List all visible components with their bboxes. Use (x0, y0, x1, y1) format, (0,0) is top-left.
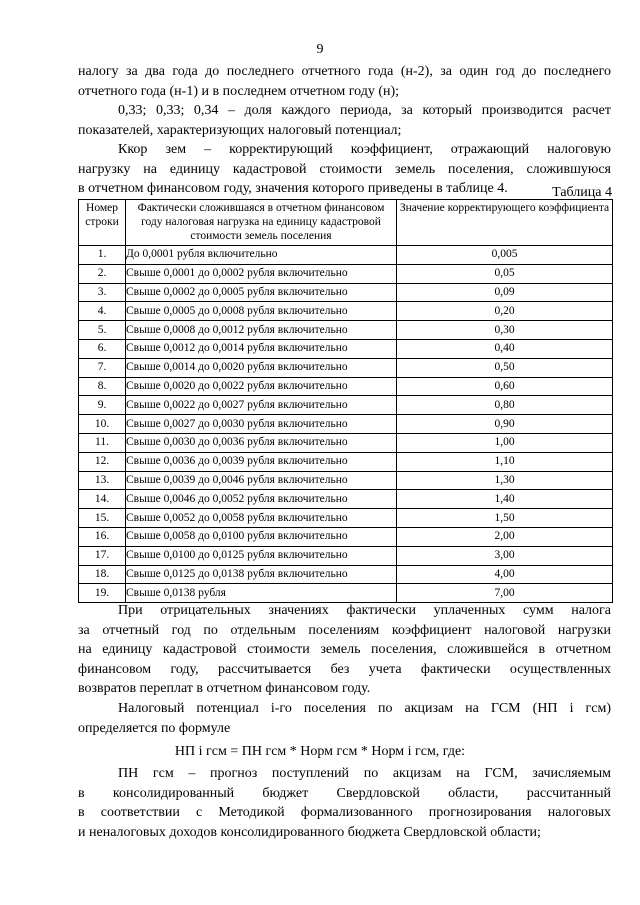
row-number: 14. (79, 490, 126, 509)
text-line: в консолидированный бюджет Свердловской области, рассчитанный (78, 785, 611, 801)
tax-burden-range: До 0,0001 рубля включительно (126, 246, 397, 265)
table-row (79, 377, 613, 396)
table-row (79, 490, 613, 509)
text-line: за отчетный год по отдельным поселениям коэффициент налоговой нагрузки (78, 622, 611, 638)
tax-burden-range: Свыше 0,0046 до 0,0052 рубля включительно (126, 490, 397, 509)
table-header-row (79, 200, 613, 246)
tax-burden-range: Свыше 0,0020 до 0,0022 рубля включительно (126, 377, 397, 396)
coefficient-value: 0,005 (397, 246, 613, 265)
text-line: нагрузку на единицу кадастровой стоимости земель поселения, сложившуюся (78, 161, 611, 177)
text-line: на единицу кадастровой стоимости земель поселения, сложившейся в отчетном (78, 642, 611, 657)
text-line: отчетного года (н-1) и в последнем отчетном году (н); (78, 83, 400, 99)
paragraph-period-shares (78, 101, 611, 140)
table-row (79, 565, 613, 584)
row-number: 4. (79, 302, 126, 321)
table-row (79, 584, 613, 603)
tax-burden-range: Свыше 0,0100 до 0,0125 рубля включительно (126, 546, 397, 565)
coefficient-value: 0,09 (397, 283, 613, 302)
coefficient-value: 4,00 (397, 565, 613, 584)
formula: НП i гсм = ПН гсм * Норм гсм * Норм i гсм, где: (174, 744, 466, 759)
table-row (79, 509, 613, 528)
row-number: 13. (79, 471, 126, 490)
table-row (79, 527, 613, 546)
table-row (79, 302, 613, 321)
coefficient-value: 2,00 (397, 527, 613, 546)
tax-burden-range: Свыше 0,0030 до 0,0036 рубля включительно (126, 433, 397, 452)
header-row-number: Номер строки (79, 200, 126, 246)
row-number: 19. (79, 584, 126, 603)
coefficient-value: 7,00 (397, 584, 613, 603)
table-row (79, 546, 613, 565)
table-row (79, 396, 613, 415)
coefficient-value: 1,10 (397, 452, 613, 471)
table-row (79, 471, 613, 490)
table-row (79, 415, 613, 434)
row-number: 12. (79, 452, 126, 471)
tax-burden-range: Свыше 0,0036 до 0,0039 рубля включительно (126, 452, 397, 471)
coefficient-value: 1,40 (397, 490, 613, 509)
row-number: 18. (79, 565, 126, 584)
text-line: показателей, характеризующих налоговый потенциал; (78, 122, 402, 138)
coefficient-value: 0,05 (397, 264, 613, 283)
tax-burden-range: Свыше 0,0022 до 0,0027 рубля включительно (126, 396, 397, 415)
row-number: 17. (79, 546, 126, 565)
tax-burden-range: Свыше 0,0058 до 0,0100 рубля включительно (126, 527, 397, 546)
row-number: 3. (79, 283, 126, 302)
paragraph-forecast-definition (78, 764, 611, 842)
text-line: финансовом году, рассчитывается без учета фактически осуществленных (78, 661, 611, 677)
coefficient-value: 1,00 (397, 433, 613, 452)
tax-burden-range: Свыше 0,0052 до 0,0058 рубля включительно (126, 509, 397, 528)
table-row (79, 452, 613, 471)
tax-burden-range: Свыше 0,0138 рубля (126, 584, 397, 603)
tax-burden-range: Свыше 0,0014 до 0,0020 рубля включительно (126, 358, 397, 377)
tax-burden-range: Свыше 0,0012 до 0,0014 рубля включительно (126, 339, 397, 358)
text-line: определяется по формуле (78, 720, 231, 736)
coefficient-value: 0,20 (397, 302, 613, 321)
paragraph-continuation (78, 62, 611, 101)
text-line: возвратов переплат в отчетном финансовом году. (78, 681, 371, 696)
coefficient-value: 0,50 (397, 358, 613, 377)
coefficient-value: 0,30 (397, 321, 613, 340)
table-row (79, 264, 613, 283)
coefficient-value: 0,60 (397, 377, 613, 396)
table-row (79, 283, 613, 302)
coefficient-value: 1,30 (397, 471, 613, 490)
tax-burden-range: Свыше 0,0002 до 0,0005 рубля включительно (126, 283, 397, 302)
table-row (79, 358, 613, 377)
row-number: 1. (79, 246, 126, 265)
row-number: 16. (79, 527, 126, 546)
page-number: 9 (316, 42, 324, 57)
row-number: 5. (79, 321, 126, 340)
tax-burden-range: Свыше 0,0027 до 0,0030 рубля включительно (126, 415, 397, 434)
tax-burden-range: Свыше 0,0008 до 0,0012 рубля включительно (126, 321, 397, 340)
coefficient-value: 0,40 (397, 339, 613, 358)
coefficient-value: 3,00 (397, 546, 613, 565)
row-number: 11. (79, 433, 126, 452)
row-number: 8. (79, 377, 126, 396)
table-body (79, 246, 613, 603)
row-number: 6. (79, 339, 126, 358)
row-number: 9. (79, 396, 126, 415)
tax-burden-range: Свыше 0,0125 до 0,0138 рубля включительно (126, 565, 397, 584)
header-tax-burden: Фактически сложившаяся в отчетном финансовом году налоговая нагрузка на единицу кадастровой стоимости земель поселения (126, 200, 397, 246)
text-line: ПН гсм – прогноз поступлений по акцизам на ГСМ, зачисляемым (118, 766, 611, 781)
text-line: 0,33; 0,33; 0,34 – доля каждого периода, за который производится расчет (118, 103, 611, 118)
row-number: 10. (79, 415, 126, 434)
row-number: 15. (79, 509, 126, 528)
tax-burden-range: Свыше 0,0039 до 0,0046 рубля включительно (126, 471, 397, 490)
text-line: Ккор зем – корректирующий коэффициент, отражающий налоговую (118, 142, 611, 157)
table-row (79, 339, 613, 358)
paragraph-fuel-excise-potential (78, 699, 611, 738)
table-row (79, 433, 613, 452)
header-coefficient: Значение корректирующего коэффициента (397, 200, 613, 246)
text-line: в отчетном финансовом году, значения которого приведены в таблице 4. (78, 181, 508, 196)
text-line: в соответствии с Методикой формализованного прогнозирования налоговых (78, 805, 611, 820)
table-caption: Таблица 4 (552, 185, 612, 200)
tax-burden-range: Свыше 0,0001 до 0,0002 рубля включительно (126, 264, 397, 283)
table-row (79, 246, 613, 265)
row-number: 2. (79, 264, 126, 283)
text-line: Налоговый потенциал i-го поселения по акцизам на ГСМ (НП i гсм) (118, 701, 611, 716)
text-line: При отрицательных значениях фактически уплаченных сумм налога (118, 603, 611, 618)
coefficient-value: 0,80 (397, 396, 613, 415)
coefficient-table (78, 199, 613, 603)
text-line: и неналоговых доходов консолидированного бюджета Свердловской области; (78, 824, 541, 840)
coefficient-value: 0,90 (397, 415, 613, 434)
tax-burden-range: Свыше 0,0005 до 0,0008 рубля включительно (126, 302, 397, 321)
coefficient-value: 1,50 (397, 509, 613, 528)
row-number: 7. (79, 358, 126, 377)
paragraph-negative-values (78, 601, 611, 699)
text-line: налогу за два года до последнего отчетного года (н-2), за один год до последнего (78, 64, 611, 79)
table-row (79, 321, 613, 340)
